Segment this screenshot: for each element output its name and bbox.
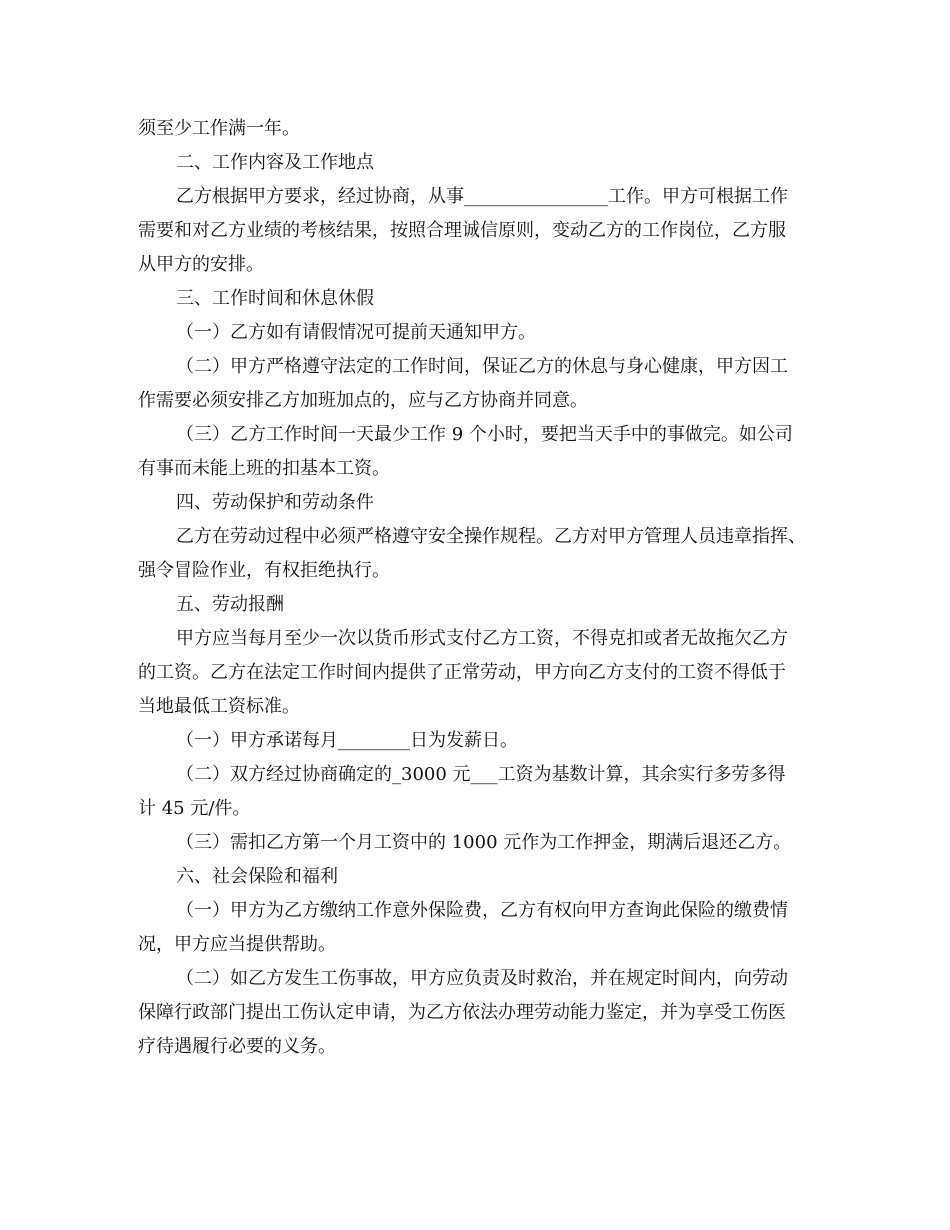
body-line: 强令冒险作业，有权拒绝执行。 — [138, 560, 390, 581]
section-heading: 四、劳动保护和劳动条件 — [176, 492, 374, 513]
body-line: 作需要必须安排乙方加班加点的，应与乙方协商并同意。 — [138, 390, 588, 411]
body-line: 况，甲方应当提供帮助。 — [138, 934, 336, 955]
section-heading: 六、社会保险和福利 — [176, 866, 338, 887]
body-line: （一）甲方为乙方缴纳工作意外保险费，乙方有权向甲方查询此保险的缴费情 — [176, 900, 788, 921]
section-heading: 二、工作内容及工作地点 — [176, 152, 374, 173]
body-line: 有事而未能上班的扣基本工资。 — [138, 458, 390, 479]
document-body — [138, 112, 816, 1064]
body-line: （二）双方经过协商确定的_3000 元___工资为基数计算，其余实行多劳多得 — [176, 764, 786, 785]
body-line: 需要和对乙方业绩的考核结果，按照合理诚信原则，变动乙方的工作岗位，乙方服 — [138, 220, 786, 241]
body-line: （二）如乙方发生工伤事故，甲方应负责及时救治，并在规定时间内，向劳动 — [176, 968, 788, 989]
body-line: （三）需扣乙方第一个月工资中的 1000 元作为工作押金，期满后退还乙方。 — [176, 832, 792, 853]
body-line: 的工资。乙方在法定工作时间内提供了正常劳动，甲方向乙方支付的工资不得低于 — [138, 662, 786, 683]
body-line: （三）乙方工作时间一天最少工作 9 个小时，要把当天手中的事做完。如公司 — [176, 424, 793, 445]
body-line: （一）乙方如有请假情况可提前天通知甲方。 — [176, 322, 536, 343]
body-line: 从甲方的安排。 — [138, 254, 264, 275]
section-heading: 五、劳动报酬 — [176, 594, 284, 615]
body-line: （二）甲方严格遵守法定的工作时间，保证乙方的休息与身心健康，甲方因工 — [176, 356, 788, 377]
body-line: 乙方根据甲方要求，经过协商，从事________________工作。甲方可根据工作 — [176, 186, 788, 207]
body-line: 保障行政部门提出工伤认定申请，为乙方依法办理劳动能力鉴定，并为享受工伤医 — [138, 1002, 786, 1023]
body-line: （一）甲方承诺每月________日为发薪日。 — [176, 730, 518, 751]
body-line: 计 45 元/件。 — [138, 798, 251, 819]
body-line: 当地最低工资标准。 — [138, 696, 300, 717]
section-heading: 三、工作时间和休息休假 — [176, 288, 374, 309]
body-line: 乙方在劳动过程中必须严格遵守安全操作规程。乙方对甲方管理人员违章指挥、 — [176, 526, 806, 547]
body-line: 甲方应当每月至少一次以货币形式支付乙方工资，不得克扣或者无故拖欠乙方 — [176, 628, 788, 649]
body-line: 疗待遇履行必要的义务。 — [138, 1036, 336, 1057]
body-line: 须至少工作满一年。 — [138, 118, 300, 139]
